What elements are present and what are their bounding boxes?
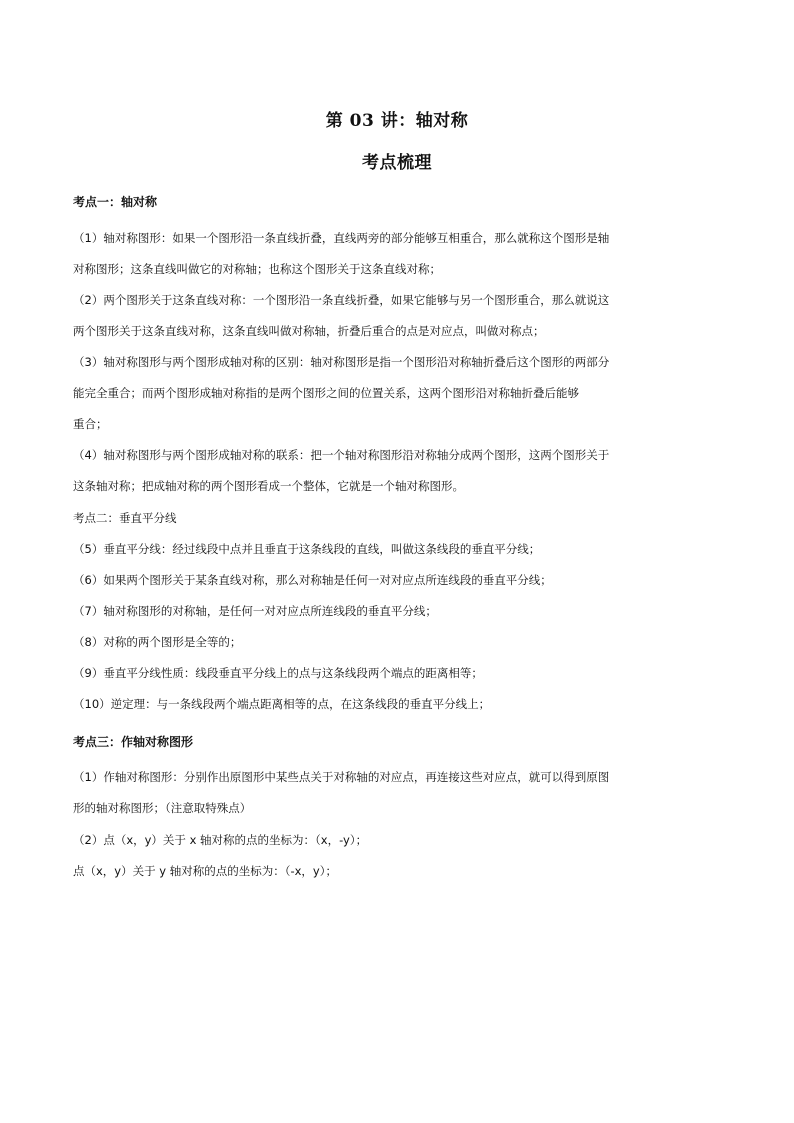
text-line: （9）垂直平分线性质：线段垂直平分线上的点与这条线段两个端点的距离相等； [73,666,483,680]
section-heading-2: 考点二：垂直平分线 [73,511,177,525]
page-subtitle: 考点梳理 [362,153,432,173]
section-heading-1: 考点一：轴对称 [73,195,158,209]
page-title: 第 03 讲：轴对称 [325,111,469,131]
text-line: 重合； [73,417,108,431]
text-line: （1）轴对称图形：如果一个图形沿一条直线折叠，直线两旁的部分能够互相重合，那么就称这个图形是轴 [73,231,610,245]
text-line: （5）垂直平分线：经过线段中点并且垂直于这条线段的直线，叫做这条线段的垂直平分线； [73,542,541,556]
text-line: （7）轴对称图形的对称轴，是任何一对对应点所连线段的垂直平分线； [73,604,437,618]
text-line: （3）轴对称图形与两个图形成轴对称的区别：轴对称图形是指一个图形沿对称轴折叠后这个图形的两部分 [73,355,610,369]
text-line: （1）作轴对称图形：分别作出原图形中某些点关于对称轴的对应点，再连接这些对应点，就可以得到原图 [73,770,610,784]
text-line: （6）如果两个图形关于某条直线对称，那么对称轴是任何一对对应点所连线段的垂直平分线； [73,573,552,587]
text-line: 点（x，y）关于 y 轴对称的点的坐标为：（-x，y）； [73,864,337,878]
text-line: 能完全重合；而两个图形成轴对称指的是两个图形之间的位置关系，这两个图形沿对称轴折叠后能够 [73,386,579,400]
text-line: （8）对称的两个图形是全等的； [73,635,242,649]
section-heading-3: 考点三：作轴对称图形 [73,735,194,749]
text-line: 对称图形；这条直线叫做它的对称轴；也称这个图形关于这条直线对称； [73,262,441,276]
text-line: 形的轴对称图形；（注意取特殊点） [73,801,252,815]
text-line: （4）轴对称图形与两个图形成轴对称的联系：把一个轴对称图形沿对称轴分成两个图形，这两个图形关于 [73,448,610,462]
text-line: （2）两个图形关于这条直线对称：一个图形沿一条直线折叠，如果它能够与另一个图形重合，那么就说这 [73,293,610,307]
text-line: （10）逆定理：与一条线段两个端点距离相等的点，在这条线段的垂直平分线上； [73,697,491,711]
text-line: 这条轴对称；把成轴对称的两个图形看成一个整体，它就是一个轴对称图形。 [73,479,464,493]
text-line: （2）点（x，y）关于 x 轴对称的点的坐标为：（x，-y）； [73,833,368,847]
text-line: 两个图形关于这条直线对称，这条直线叫做对称轴，折叠后重合的点是对应点，叫做对称点； [73,324,545,338]
